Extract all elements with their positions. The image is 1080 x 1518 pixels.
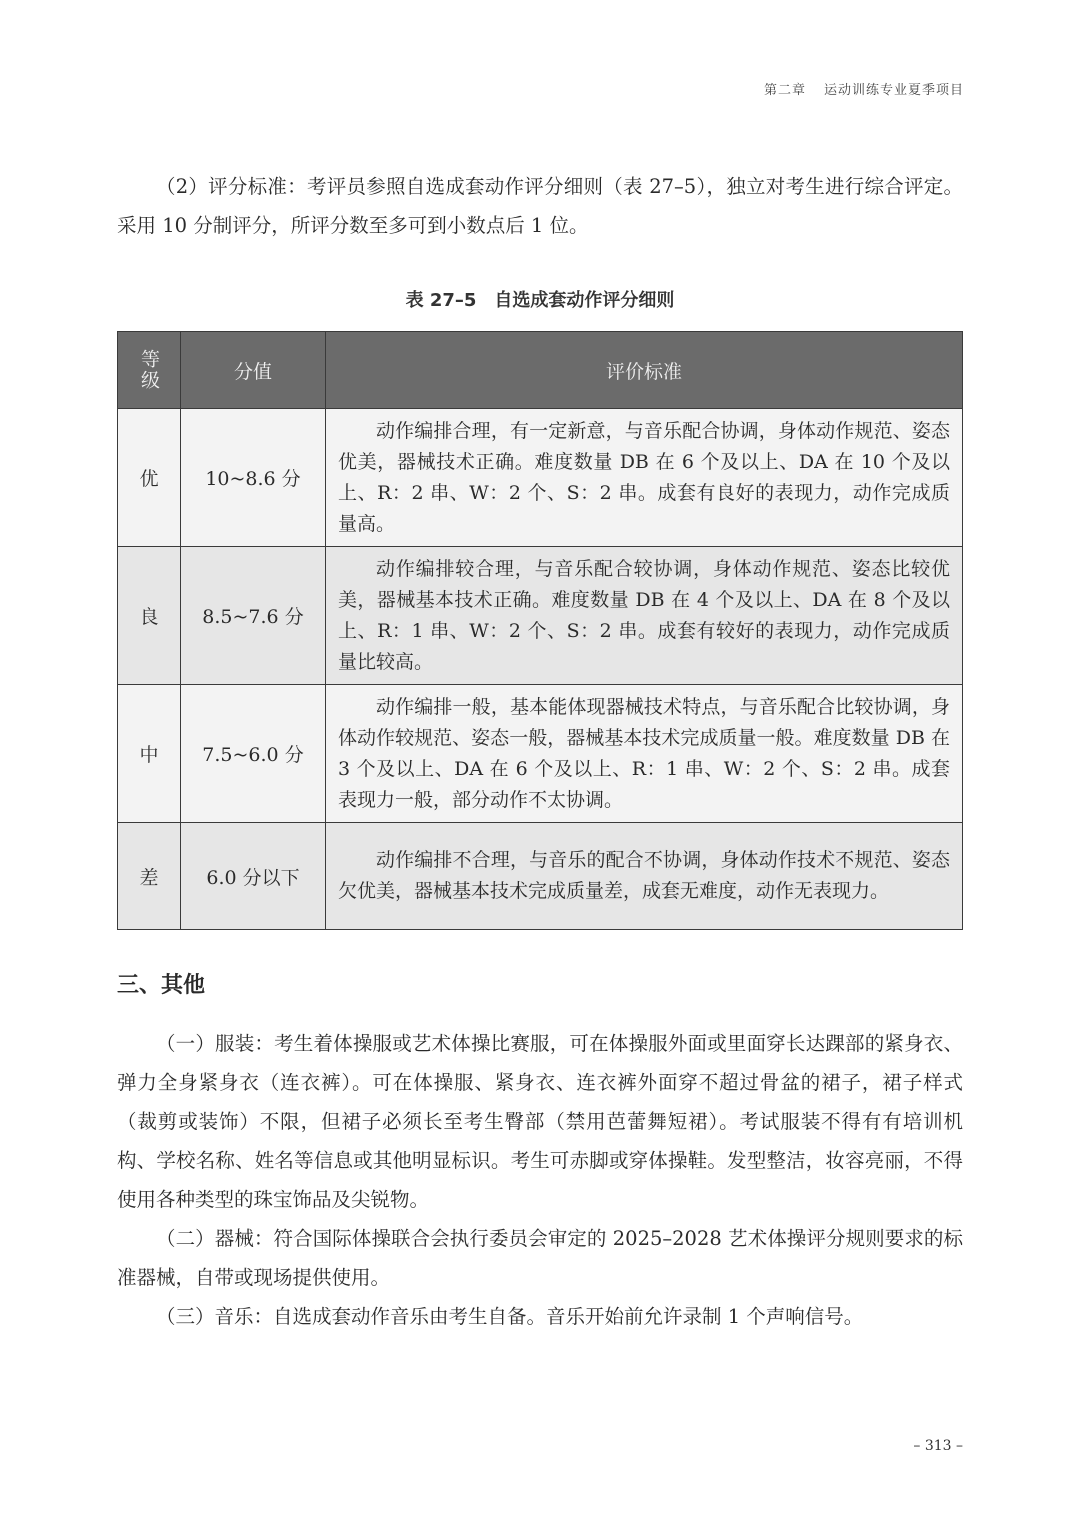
intro-paragraph: （2）评分标准：考评员参照自选成套动作评分细则（表 27–5），独立对考生进行综合评定。采用 10 分制评分，所评分数至多可到小数点后 1 位。 <box>117 175 963 237</box>
criteria-cell: 动作编排不合理，与音乐的配合不协调，身体动作技术不规范、姿态欠优美，器械基本技术完成质量差，成套无难度，动作无表现力。 <box>326 823 963 930</box>
apparatus-paragraph: （二）器械：符合国际体操联合会执行委员会审定的 2025–2028 艺术体操评分规则要求的标准器械，自带或现场提供使用。 <box>117 1227 963 1289</box>
criteria-cell: 动作编排较合理，与音乐配合较协调，身体动作规范、姿态比较优美，器械基本技术正确。难度数量 DB 在 4 个及以上、DA 在 8 个及以上、R：1 串、W：2 个、S：2 串。成套有较好的表现力，动作完成质量比较高。 <box>326 547 963 685</box>
table-row <box>118 409 963 547</box>
chapter-number: 第二章 <box>763 83 806 98</box>
clothing-paragraph: （一）服装：考生着体操服或艺术体操比赛服，可在体操服外面或里面穿长达踝部的紧身衣、弹力全身紧身衣（连衣裤）。可在体操服、紧身衣、连衣裤外面穿不超过骨盆的裙子，裙子样式（裁剪或装饰）不限，但裙子必须长至考生臀部（禁用芭蕾舞短裙）。考试服装不得有有培训机构、学校名称、姓名等信息或其他明显标识。考生可赤脚或穿体操鞋。发型整洁，妆容亮丽，不得使用各种类型的珠宝饰品及尖锐物。 <box>117 1032 963 1211</box>
grade-cell: 差 <box>118 823 181 930</box>
score-cell: 6.0 分以下 <box>181 823 326 930</box>
table-header-row <box>118 332 963 409</box>
table-caption <box>117 286 963 312</box>
grade-cell: 优 <box>118 409 181 547</box>
score-cell: 10~8.6 分 <box>181 409 326 547</box>
scoring-table <box>117 331 963 930</box>
page-number: – 313 – <box>913 1438 963 1454</box>
score-cell: 7.5~6.0 分 <box>181 685 326 823</box>
running-header <box>764 79 964 98</box>
header-score: 分值 <box>181 332 326 409</box>
chapter-title: 运动训练专业夏季项目 <box>823 83 964 98</box>
table-title: 自选成套动作评分细则 <box>494 290 675 311</box>
table-number: 表 27–5 <box>405 290 477 311</box>
criteria-cell: 动作编排一般，基本能体现器械技术特点，与音乐配合比较协调，身体动作较规范、姿态一般，器械基本技术完成质量一般。难度数量 DB 在 3 个及以上、DA 在 6 个及以上、R：1 串、W：2 个、S：2 串。成套表现力一般，部分动作不太协调。 <box>326 685 963 823</box>
grade-cell: 中 <box>118 685 181 823</box>
grade-cell: 良 <box>118 547 181 685</box>
header-grade: 等级 <box>118 332 181 409</box>
header-criteria: 评价标准 <box>326 332 963 409</box>
table-row <box>118 547 963 685</box>
score-cell: 8.5~7.6 分 <box>181 547 326 685</box>
criteria-cell: 动作编排合理，有一定新意，与音乐配合协调，身体动作规范、姿态优美，器械技术正确。难度数量 DB 在 6 个及以上、DA 在 10 个及以上、R：2 串、W：2 个、S：2 串。成套有良好的表现力，动作完成质量高。 <box>326 409 963 547</box>
table-row <box>118 823 963 930</box>
table-row <box>118 685 963 823</box>
music-paragraph: （三）音乐：自选成套动作音乐由考生自备。音乐开始前允许录制 1 个声响信号。 <box>156 1305 864 1328</box>
section-heading: 三、其他 <box>117 973 206 998</box>
